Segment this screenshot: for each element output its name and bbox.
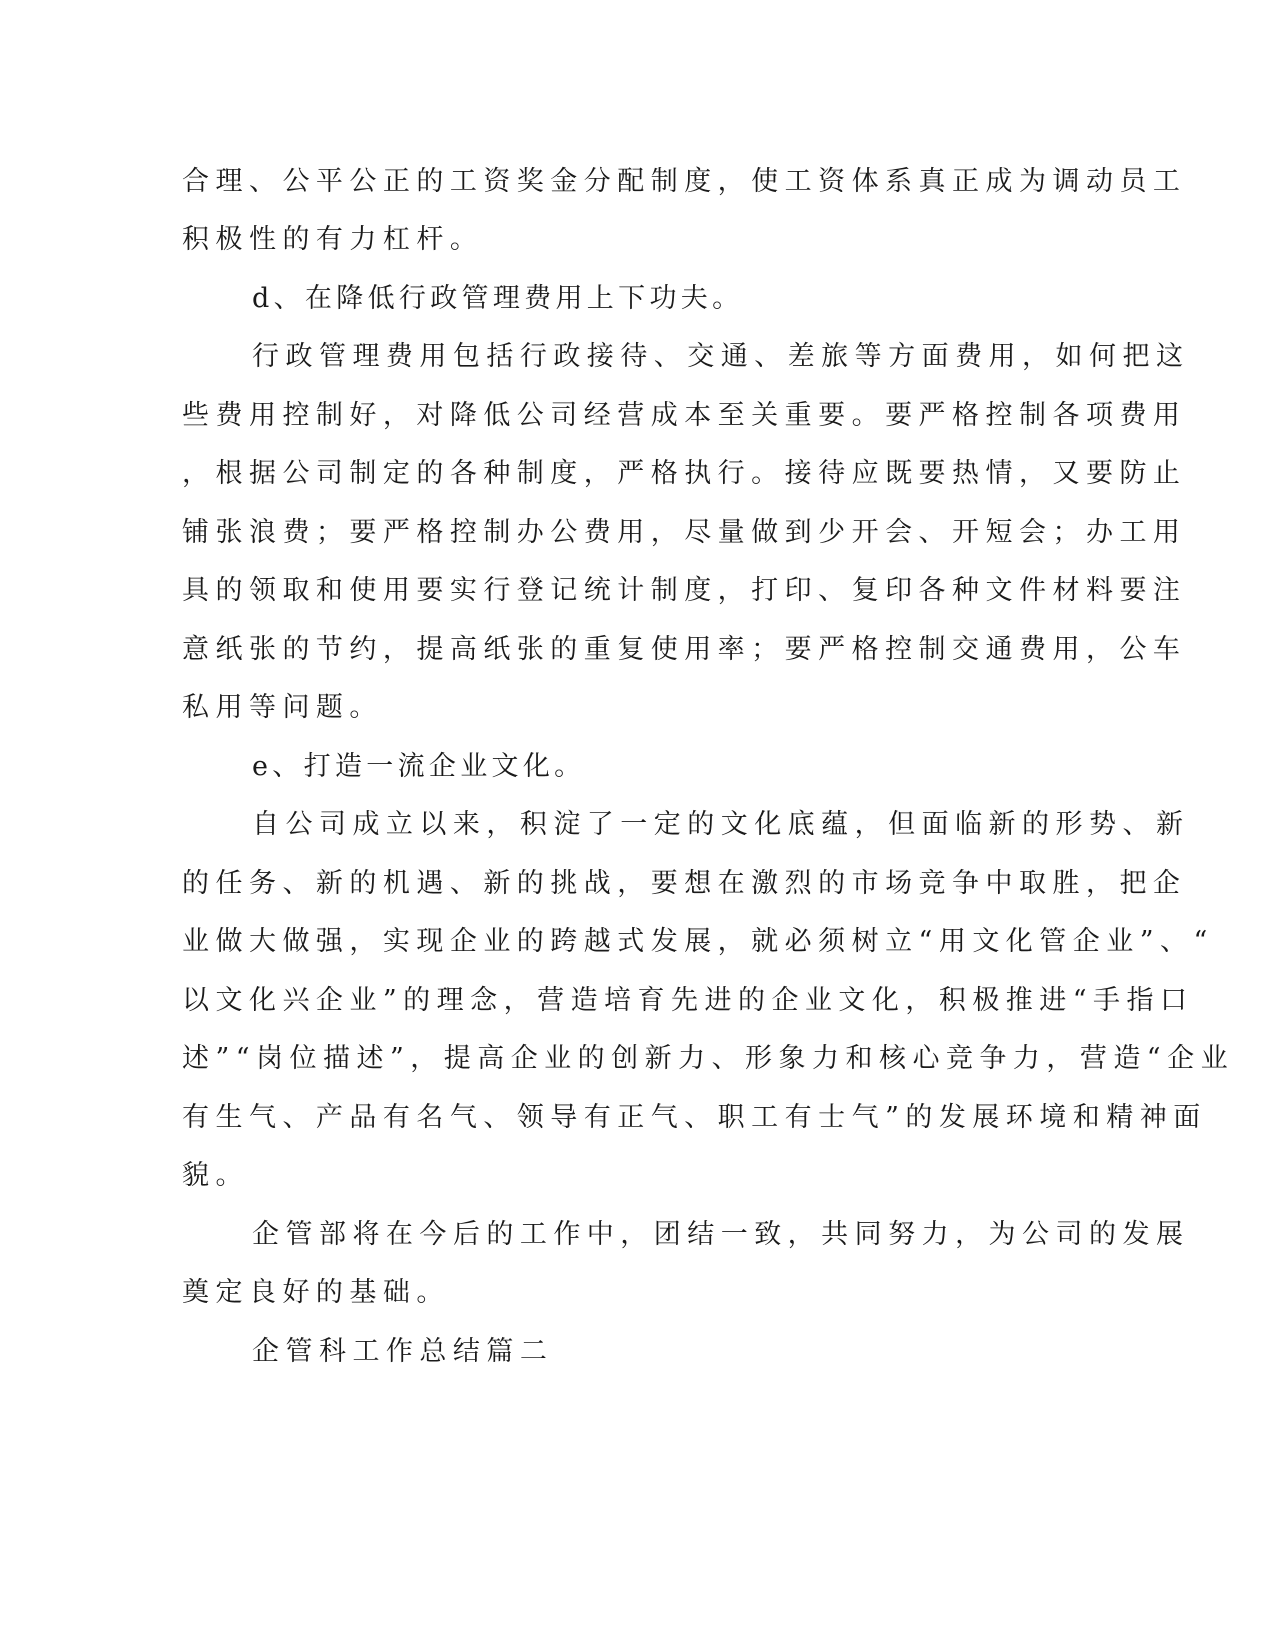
text-line: 些费用控制好，对降低公司经营成本至关重要。要严格控制各项费用 [182, 400, 1187, 431]
text-line: 以文化兴企业”的理念，营造培育先进的企业文化，积极推进“手指口 [182, 985, 1194, 1016]
text-line: 述”“岗位描述”，提高企业的创新力、形象力和核心竞争力，营造“企业 [182, 1043, 1235, 1074]
text-line: 行政管理费用包括行政接待、交通、差旅等方面费用，如何把这 [252, 341, 1190, 372]
text-line: 貌。 [182, 1160, 249, 1191]
section-title: 企管科工作总结篇二 [252, 1336, 554, 1367]
text-line: 有生气、产品有名气、领导有正气、职工有士气”的发展环境和精神面 [182, 1102, 1207, 1133]
text-line: 铺张浪费；要严格控制办公费用，尽量做到少开会、开短会；办工用 [182, 517, 1187, 548]
text-line: 自公司成立以来，积淀了一定的文化底蕴，但面临新的形势、新 [252, 809, 1190, 840]
text-line: 具的领取和使用要实行登记统计制度，打印、复印各种文件材料要注 [182, 575, 1187, 606]
text-line: 意纸张的节约，提高纸张的重复使用率；要严格控制交通费用，公车 [182, 634, 1187, 665]
text-line: 合理、公平公正的工资奖金分配制度，使工资体系真正成为调动员工 [182, 166, 1187, 197]
text-line: 奠定良好的基础。 [182, 1277, 450, 1308]
section-heading: d、在降低行政管理费用上下功夫。 [252, 283, 744, 314]
text-line: ，根据公司制定的各种制度，严格执行。接待应既要热情，又要防止 [182, 458, 1187, 489]
text-line: 的任务、新的机遇、新的挑战，要想在激烈的市场竞争中取胜，把企 [182, 868, 1187, 899]
text-line: 业做大做强，实现企业的跨越式发展，就必须树立“用文化管企业”、“ [182, 926, 1214, 957]
text-line: 企管部将在今后的工作中，团结一致，共同努力，为公司的发展 [252, 1219, 1190, 1250]
section-heading: e、打造一流企业文化。 [252, 751, 586, 782]
text-line: 积极性的有力杠杆。 [182, 224, 484, 255]
text-line: 私用等问题。 [182, 692, 383, 723]
